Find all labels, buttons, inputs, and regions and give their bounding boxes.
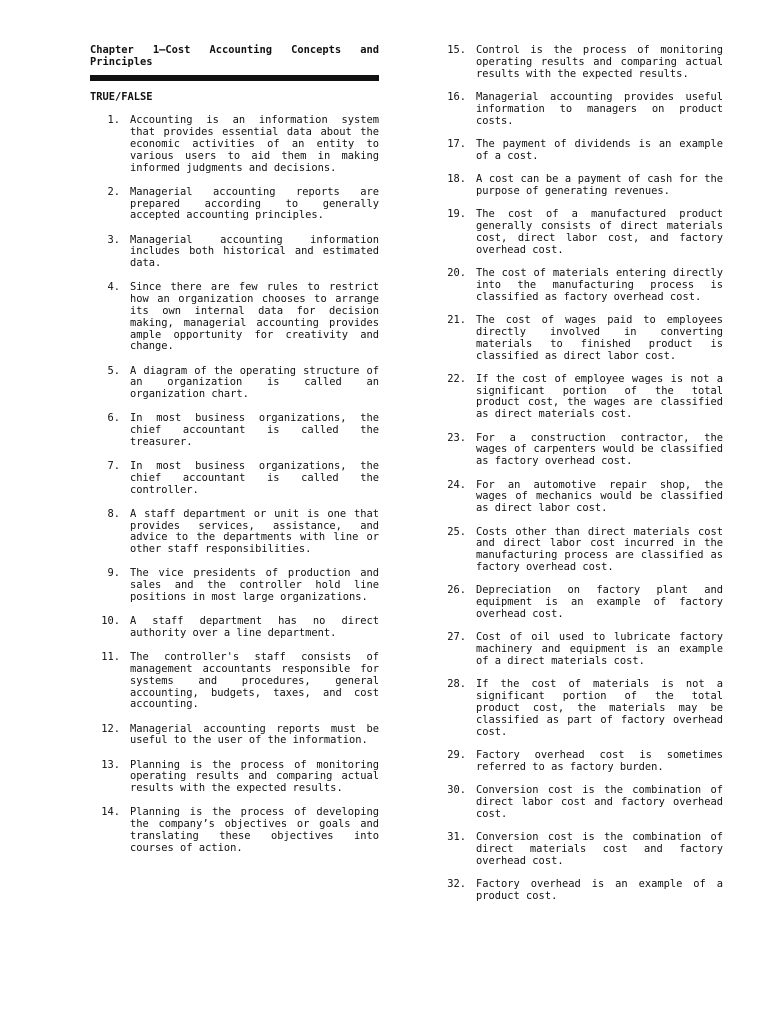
question-item [436, 879, 723, 903]
question-number: 12. [101, 722, 120, 735]
question-text: Control is the process of monitoring operating results and comparing actual results with the expected results. [476, 44, 723, 80]
question-item [436, 750, 723, 774]
question-item [436, 632, 723, 667]
question-item [90, 652, 379, 711]
question-text: Conversion cost is the combination of direct materials cost and factory overhead cost. [476, 831, 723, 867]
question-text: Managerial accounting provides useful information to managers on product costs. [476, 90, 723, 127]
question-item [436, 832, 723, 867]
question-text: The vice presidents of production and sales and the controller hold line positions in most large organizations. [130, 567, 379, 604]
question-text: A cost can be a payment of cash for the purpose of generating revenues. [476, 173, 723, 197]
question-text: Depreciation on factory plant and equipment is an example of factory overhead cost. [476, 584, 723, 621]
question-item [436, 209, 723, 256]
question-text: Managerial accounting reports must be useful to the user of the information. [130, 722, 379, 747]
question-number: 28. [447, 678, 466, 691]
question-number: 29. [447, 748, 466, 761]
question-number: 11. [101, 651, 120, 664]
question-number: 21. [447, 314, 466, 327]
question-number: 14. [101, 806, 120, 819]
section-heading: TRUE/FALSE [90, 90, 153, 103]
question-number: 7. [107, 460, 120, 473]
question-text: The cost of a manufactured product generally consists of direct materials cost, direct labor cost, and factory overhead cost. [476, 208, 723, 256]
question-item [436, 374, 723, 421]
question-text: Accounting is an information system that provides essential data about the economic activities of an entity to various users to aid them in making informed judgments and decisions. [130, 114, 379, 174]
question-item [90, 807, 379, 854]
question-text: Conversion cost is the combination of direct labor cost and factory overhead cost. [476, 784, 723, 820]
question-text: Planning is the process of developing the company’s objectives or goals and translating these objectives into courses of action. [130, 806, 379, 854]
chapter-title: Chapter 1—Cost Accounting Concepts and Principles [90, 44, 379, 68]
question-number: 31. [447, 831, 466, 844]
question-text: A diagram of the operating structure of an organization is called an organization chart. [130, 364, 379, 401]
question-number: 5. [107, 364, 120, 377]
question-text: Factory overhead cost is sometimes referred to as factory burden. [476, 748, 723, 773]
title-rule [90, 75, 379, 81]
question-item [90, 366, 379, 401]
question-text: The payment of dividends is an example of a cost. [476, 137, 723, 162]
question-number: 22. [447, 372, 466, 385]
question-item [90, 187, 379, 222]
question-text: Factory overhead is an example of a product cost. [476, 878, 723, 902]
question-number: 13. [101, 758, 120, 771]
question-text: If the cost of materials is not a significant portion of the total product cost, the materials may be classified as part of factory overhead cost. [476, 678, 723, 738]
question-number: 2. [107, 185, 120, 198]
question-number: 23. [447, 431, 466, 444]
question-list-right [436, 45, 723, 903]
question-text: For a construction contractor, the wages of carpenters would be classified as factory overhead cost. [476, 431, 723, 468]
question-number: 8. [107, 507, 120, 520]
question-text: For an automotive repair shop, the wages of mechanics would be classified as direct labor cost. [476, 478, 723, 515]
question-text: In most business organizations, the chief accountant is called the treasurer. [130, 412, 379, 448]
question-text: Cost of oil used to lubricate factory machinery and equipment is an example of a direct materials cost. [476, 631, 723, 667]
question-item [90, 724, 379, 748]
question-text: A staff department or unit is one that provides services, assistance, and advice to the departments with line or other staff responsibilities. [130, 507, 379, 556]
question-item [90, 235, 379, 270]
left-column [90, 45, 379, 867]
question-item [436, 785, 723, 820]
question-item [90, 115, 379, 174]
question-list-left [90, 115, 379, 854]
question-number: 24. [447, 478, 466, 491]
question-item [436, 679, 723, 738]
question-text: Planning is the process of monitoring operating results and comparing actual results with the expected results. [130, 758, 379, 795]
question-item [436, 92, 723, 127]
question-item [90, 282, 379, 353]
question-text: The cost of materials entering directly into the manufacturing process is classified as factory overhead cost. [476, 267, 723, 303]
question-number: 6. [107, 412, 120, 425]
question-item [436, 585, 723, 620]
question-number: 17. [447, 137, 466, 150]
question-text: A staff department has no direct authority over a line department. [130, 615, 379, 639]
question-item [436, 527, 723, 574]
question-number: 25. [447, 525, 466, 538]
question-number: 30. [447, 784, 466, 797]
question-item [90, 760, 379, 795]
question-text: In most business organizations, the chief accountant is called the controller. [130, 460, 379, 496]
question-text: Managerial accounting reports are prepared according to generally accepted accounting principles. [130, 185, 379, 222]
question-text: Since there are few rules to restrict how an organization chooses to arrange its own internal data for decision making, managerial accounting provides ample opportunity for creativity and change. [130, 281, 379, 353]
question-text: Costs other than direct materials cost and direct labor cost incurred in the manufacturing process are classified as factory overhead cost. [476, 525, 723, 574]
question-item [436, 315, 723, 362]
question-number: 15. [447, 44, 466, 56]
question-number: 16. [447, 90, 466, 103]
question-number: 3. [107, 233, 120, 246]
question-item [436, 139, 723, 163]
question-text: The controller's staff consists of management accountants responsible for systems and procedures, general accounting, budgets, taxes, and cost accounting. [130, 651, 379, 711]
question-item [90, 616, 379, 640]
question-item [436, 45, 723, 80]
question-number: 20. [447, 267, 466, 280]
question-item [436, 268, 723, 303]
question-item [436, 174, 723, 198]
question-item [90, 461, 379, 496]
question-item [436, 433, 723, 468]
question-number: 32. [447, 878, 466, 891]
question-item [436, 480, 723, 515]
question-number: 26. [447, 584, 466, 597]
question-number: 4. [107, 281, 120, 294]
question-number: 10. [101, 615, 120, 628]
question-text: The cost of wages paid to employees directly involved in converting materials to finished product is classified as direct labor cost. [476, 314, 723, 362]
question-number: 18. [447, 173, 466, 186]
question-number: 19. [447, 208, 466, 221]
question-item [90, 509, 379, 556]
question-item [90, 568, 379, 603]
right-column [436, 45, 723, 914]
question-text: Managerial accounting information includes both historical and estimated data. [130, 233, 379, 270]
question-number: 27. [447, 631, 466, 644]
question-number: 1. [107, 114, 120, 127]
question-text: If the cost of employee wages is not a significant portion of the total product cost, the wages are classified as direct materials cost. [476, 372, 723, 421]
question-number: 9. [107, 567, 120, 580]
question-item [90, 413, 379, 448]
